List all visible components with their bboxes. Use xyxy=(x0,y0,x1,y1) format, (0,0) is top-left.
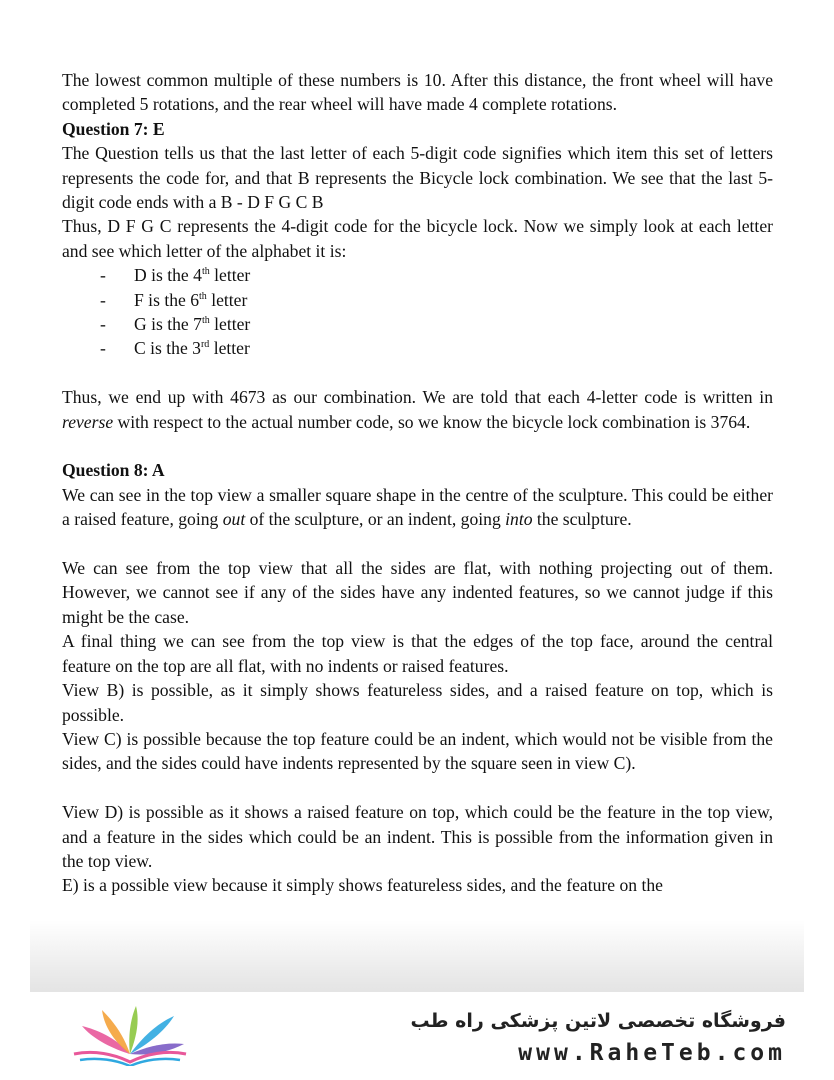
paragraph-lcm: The lowest common multiple of these numbers is 10. After this distance, the front wheel will have completed 5 rotations, and the rear wheel will have made 4 complete rotations. xyxy=(62,70,773,115)
list-item: - G is the 7th letter xyxy=(100,312,773,336)
question-7-paragraph-1: The Question tells us that the last letter of each 5-digit code signifies which item this set of letters represents the code for, and that B represents the Bicycle lock combination. We see that the last 5-digit code ends with a B - D F G C B xyxy=(62,143,773,213)
list-dash: - xyxy=(100,289,106,310)
question-7-paragraph-3: Thus, we end up with 4673 as our combination. We are told that each 4-letter code is written in reverse with respect to the actual number code, so we know the bicycle lock combination is 3764. xyxy=(62,387,773,432)
question-7-paragraph-2: Thus, D F G C represents the 4-digit code for the bicycle lock. Now we simply look at each letter and see which letter of the alphabet it is: xyxy=(62,216,773,261)
question-8-paragraph-6: View D) is possible as it shows a raised feature on top, which could be the feature in the top view, and a feature in the sides which could be an indent. This is possible from the information given in the top view. xyxy=(62,802,773,871)
website-url: www.RaheTeb.com xyxy=(518,1040,786,1066)
question-7-heading: Question 7: E xyxy=(62,118,165,139)
question-8-paragraph-4: View B) is possible, as it simply shows featureless sides, and a raised feature on top, which is possible. xyxy=(62,680,773,725)
list-dash: - xyxy=(100,265,106,286)
store-name: فروشگاه تخصصی لاتین پزشکی راه طب xyxy=(410,1010,786,1032)
question-8-paragraph-7: E) is a possible view because it simply shows featureless sides, and the feature on the xyxy=(62,875,663,896)
list-item: - C is the 3rd letter xyxy=(100,336,773,360)
question-8-paragraph-2: We can see from the top view that all the sides are flat, with nothing projecting out of them. However, we cannot see if any of the sides have any indented features, so we cannot judge if this might be the case. xyxy=(62,558,773,627)
question-8-paragraph-1: We can see in the top view a smaller square shape in the centre of the sculpture. This could be either a raised feature, going out of the sculpture, or an indent, going into the sculpture. xyxy=(62,484,773,530)
spacer xyxy=(62,532,773,556)
list-dash: - xyxy=(100,314,106,335)
list-item: - F is the 6th letter xyxy=(100,288,773,312)
list-dash: - xyxy=(100,338,106,359)
question-8-paragraph-5: View C) is possible because the top feature could be an indent, which would not be visible from the sides, and the sides could have indents represented by the square seen in view C). xyxy=(62,728,773,774)
question-8-heading: Question 8: A xyxy=(62,460,165,481)
letter-list xyxy=(62,263,773,361)
spacer xyxy=(62,361,773,385)
bottom-fade-overlay xyxy=(30,920,804,992)
question-8-paragraph-3: A final thing we can see from the top view is that the edges of the top face, around the central feature on the top are all flat, with no indents or raised features. xyxy=(62,631,773,676)
list-item: - D is the 4th letter xyxy=(100,263,773,287)
footer-banner xyxy=(0,992,834,1080)
open-book-logo-icon xyxy=(70,1004,190,1066)
page-body xyxy=(62,68,773,898)
spacer xyxy=(62,776,773,800)
spacer xyxy=(62,434,773,458)
